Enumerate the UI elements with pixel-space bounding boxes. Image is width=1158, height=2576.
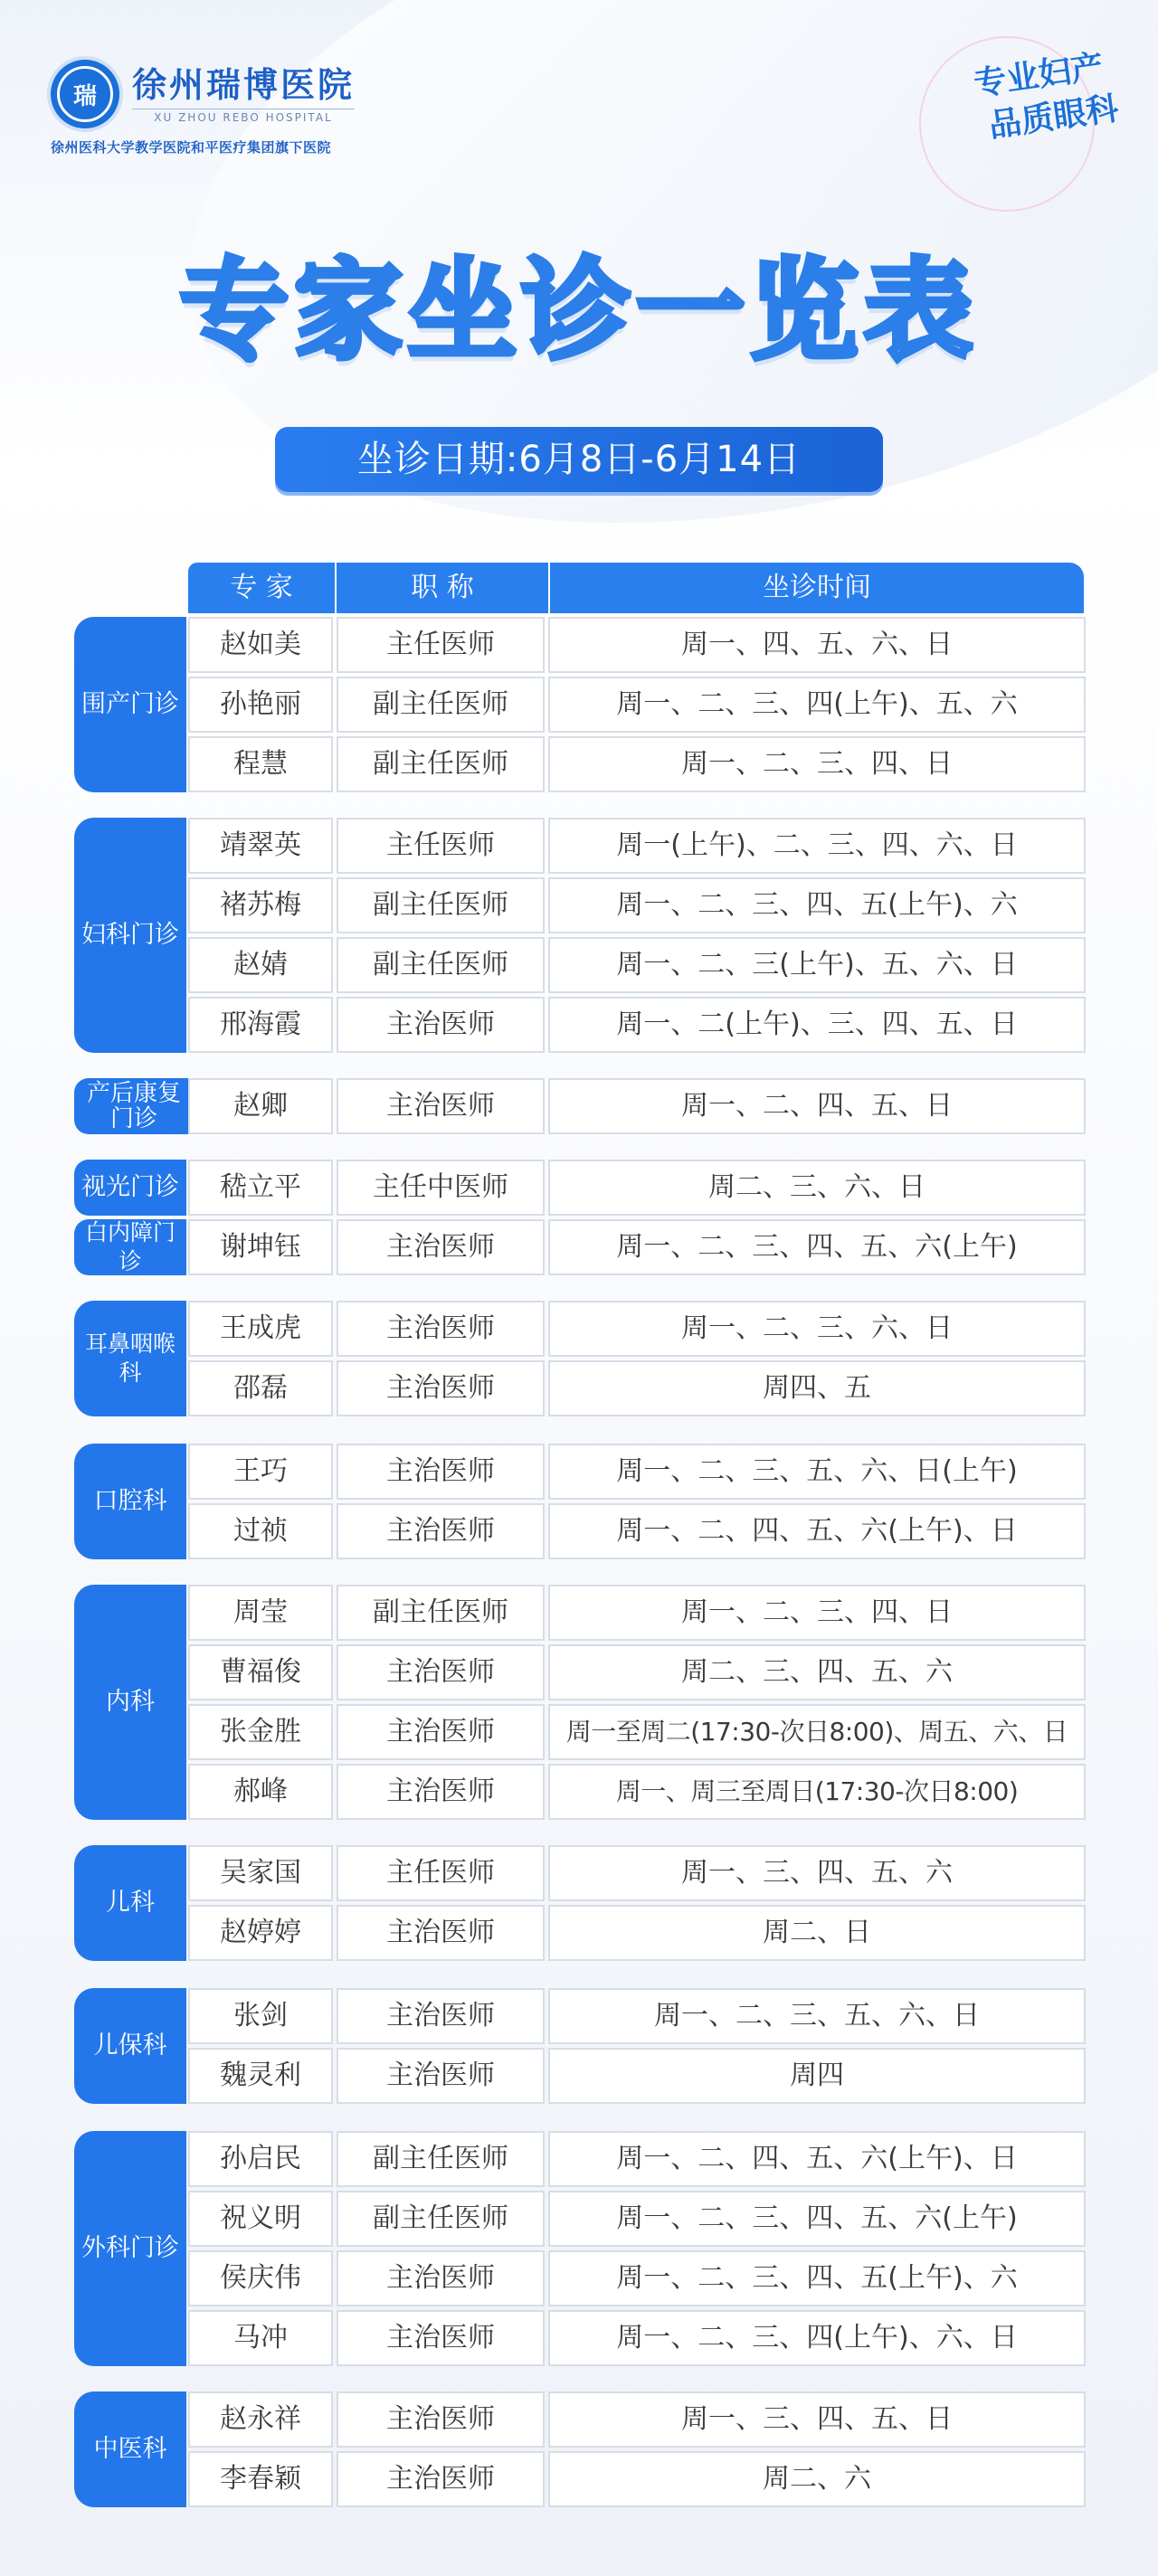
expert-name: 赵如美 [188, 617, 333, 673]
expert-title: 主治医师 [337, 2391, 545, 2448]
table-row [188, 877, 1086, 933]
table-row [188, 1988, 1086, 2044]
department-label: 外科门诊 [74, 2131, 186, 2366]
schedule-time: 周二、六 [548, 2451, 1086, 2507]
expert-name: 程慧 [188, 736, 333, 792]
expert-name: 邢海霞 [188, 997, 333, 1053]
expert-name: 谢坤钰 [188, 1219, 333, 1275]
expert-name: 王巧 [188, 1444, 333, 1500]
expert-name: 曹福俊 [188, 1644, 333, 1700]
table-row [188, 1585, 1086, 1641]
logo-mark: 瑞 [57, 66, 113, 122]
department-label: 耳鼻咽喉科 [74, 1301, 186, 1416]
department-group [74, 1078, 1086, 1134]
expert-name: 过祯 [188, 1503, 333, 1559]
expert-name: 赵卿 [188, 1078, 333, 1134]
department-group [74, 1219, 1086, 1275]
hospital-subtitle: 徐州医科大学教学医院和平医疗集团旗下医院 [51, 139, 332, 156]
department-group [74, 2391, 1086, 2507]
expert-name: 周莹 [188, 1585, 333, 1641]
table-row [188, 677, 1086, 733]
expert-name: 赵婷婷 [188, 1905, 333, 1961]
expert-name: 赵婧 [188, 937, 333, 993]
expert-title: 副主任医师 [337, 937, 545, 993]
table-row [188, 1078, 1086, 1134]
expert-title: 副主任医师 [337, 2191, 545, 2247]
expert-name: 嵇立平 [188, 1160, 333, 1216]
department-rows [188, 1301, 1086, 1416]
schedule-time: 周一、二、四、五、六(上午)、日 [548, 2131, 1086, 2187]
department-rows [188, 1160, 1086, 1216]
schedule-time: 周一、二、三、五、六、日 [548, 1988, 1086, 2044]
table-header [188, 563, 1084, 613]
expert-name: 马冲 [188, 2310, 333, 2366]
expert-name: 赵永祥 [188, 2391, 333, 2448]
table-row [188, 2391, 1086, 2448]
table-row [188, 1219, 1086, 1275]
expert-title: 主治医师 [337, 997, 545, 1053]
table-row [188, 1845, 1086, 1901]
expert-title: 主治医师 [337, 1988, 545, 2044]
department-rows [188, 617, 1086, 792]
schedule-time: 周一、二、三、四、五(上午)、六 [548, 877, 1086, 933]
department-rows [188, 2131, 1086, 2366]
expert-name: 靖翠英 [188, 818, 333, 874]
expert-title: 副主任医师 [337, 677, 545, 733]
expert-title: 主治医师 [337, 1078, 545, 1134]
table-row [188, 2310, 1086, 2366]
schedule-time: 周一、周三至周日(17:30-次日8:00) [548, 1764, 1086, 1820]
expert-name: 郝峰 [188, 1764, 333, 1820]
expert-title: 主治医师 [337, 1764, 545, 1820]
table-row [188, 1764, 1086, 1820]
department-label: 视光门诊 [74, 1160, 186, 1216]
date-range-badge: 坐诊日期:6月8日-6月14日 [275, 427, 883, 492]
expert-name: 邵磊 [188, 1360, 333, 1416]
schedule-time: 周一、二、三(上午)、五、六、日 [548, 937, 1086, 993]
department-label: 中医科 [74, 2391, 186, 2507]
department-group [74, 1845, 1086, 1961]
expert-title: 主治医师 [337, 1301, 545, 1357]
table-row [188, 2048, 1086, 2104]
department-label: 儿保科 [74, 1988, 186, 2104]
schedule-time: 周一、二、三、四(上午)、六、日 [548, 2310, 1086, 2366]
table-row [188, 2131, 1086, 2187]
hospital-header [51, 60, 355, 156]
table-row [188, 2451, 1086, 2507]
department-group [74, 1160, 1086, 1216]
table-row [188, 1644, 1086, 1700]
table-row [188, 818, 1086, 874]
expert-title: 主治医师 [337, 1704, 545, 1760]
table-row [188, 736, 1086, 792]
department-label: 白内障门诊 [74, 1219, 186, 1275]
expert-title: 副主任医师 [337, 736, 545, 792]
hospital-name: 徐州瑞博医院 [132, 64, 356, 105]
department-rows [188, 1988, 1086, 2104]
expert-title: 主任医师 [337, 1845, 545, 1901]
schedule-time: 周四 [548, 2048, 1086, 2104]
table-row [188, 937, 1086, 993]
expert-name: 王成虎 [188, 1301, 333, 1357]
schedule-time: 周一、二、三、四、日 [548, 1585, 1086, 1641]
schedule-time: 周一、三、四、五、日 [548, 2391, 1086, 2448]
expert-name: 孙启民 [188, 2131, 333, 2187]
schedule-time: 周一、二、三、六、日 [548, 1301, 1086, 1357]
schedule-time: 周一、二(上午)、三、四、五、日 [548, 997, 1086, 1053]
hospital-name-en: XU ZHOU REBO HOSPITAL [132, 109, 355, 124]
department-group [74, 1988, 1086, 2104]
header-expert: 专 家 [188, 563, 337, 613]
hospital-logo-icon [51, 60, 119, 128]
expert-title: 主治医师 [337, 1644, 545, 1700]
expert-title: 主治医师 [337, 1219, 545, 1275]
expert-title: 副主任医师 [337, 1585, 545, 1641]
schedule-time: 周二、三、四、五、六 [548, 1644, 1086, 1700]
expert-title: 主任中医师 [337, 1160, 545, 1216]
expert-title: 主治医师 [337, 1444, 545, 1500]
expert-name: 吴家国 [188, 1845, 333, 1901]
table-row [188, 617, 1086, 673]
department-rows [188, 1585, 1086, 1820]
schedule-time: 周一、三、四、五、六 [548, 1845, 1086, 1901]
expert-name: 侯庆伟 [188, 2250, 333, 2306]
table-row [188, 1301, 1086, 1357]
schedule-time: 周一、二、三、四、五、六(上午) [548, 1219, 1086, 1275]
logo-row [51, 60, 355, 128]
table-row [188, 1503, 1086, 1559]
department-label: 儿科 [74, 1845, 186, 1961]
expert-title: 主治医师 [337, 2048, 545, 2104]
schedule-time: 周四、五 [548, 1360, 1086, 1416]
table-row [188, 1444, 1086, 1500]
department-rows [188, 1444, 1086, 1559]
header-schedule: 坐诊时间 [550, 563, 1084, 613]
table-row [188, 1704, 1086, 1760]
expert-title: 主任医师 [337, 818, 545, 874]
schedule-time: 周一、二、三、四、日 [548, 736, 1086, 792]
expert-title: 主治医师 [337, 1360, 545, 1416]
expert-title: 主治医师 [337, 1503, 545, 1559]
expert-title: 主治医师 [337, 1905, 545, 1961]
expert-title: 主治医师 [337, 2451, 545, 2507]
department-rows [188, 1845, 1086, 1961]
expert-title: 主治医师 [337, 2310, 545, 2366]
department-rows [188, 1219, 1086, 1275]
schedule-time: 周一至周二(17:30-次日8:00)、周五、六、日 [548, 1704, 1086, 1760]
slogan-line-1: 专业妇产 [972, 48, 1106, 104]
department-group [74, 1585, 1086, 1820]
department-group [74, 2131, 1086, 2366]
department-group [74, 1444, 1086, 1559]
schedule-time: 周一、二、四、五、六(上午)、日 [548, 1503, 1086, 1559]
table-row [188, 1360, 1086, 1416]
department-group [74, 1301, 1086, 1416]
expert-name: 张剑 [188, 1988, 333, 2044]
schedule-time: 周一、二、三、五、六、日(上午) [548, 1444, 1086, 1500]
expert-title: 主任医师 [337, 617, 545, 673]
expert-name: 褚苏梅 [188, 877, 333, 933]
schedule-time: 周一、二、三、四(上午)、五、六 [548, 677, 1086, 733]
department-label: 内科 [74, 1585, 186, 1820]
department-label: 围产门诊 [74, 617, 186, 792]
schedule-time: 周一、二、三、四、五(上午)、六 [548, 2250, 1086, 2306]
department-group [74, 617, 1086, 792]
hospital-names [132, 65, 355, 124]
expert-title: 副主任医师 [337, 2131, 545, 2187]
department-rows [188, 818, 1086, 1053]
schedule-time: 周一、四、五、六、日 [548, 617, 1086, 673]
page-title: 专家坐诊一览表 [180, 249, 978, 374]
expert-name: 张金胜 [188, 1704, 333, 1760]
department-rows [188, 1078, 1086, 1134]
schedule-time: 周一(上午)、二、三、四、六、日 [548, 818, 1086, 874]
expert-name: 魏灵利 [188, 2048, 333, 2104]
expert-title: 副主任医师 [337, 877, 545, 933]
table-row [188, 1160, 1086, 1216]
department-label: 妇科门诊 [74, 818, 186, 1053]
expert-name: 孙艳丽 [188, 677, 333, 733]
schedule-time: 周一、二、四、五、日 [548, 1078, 1086, 1134]
expert-name: 李春颖 [188, 2451, 333, 2507]
expert-title: 主治医师 [337, 2250, 545, 2306]
table-row [188, 2250, 1086, 2306]
slogan-line-2: 品质眼科 [986, 90, 1121, 146]
department-label: 产后康复门诊 [74, 1078, 194, 1134]
expert-name: 祝义明 [188, 2191, 333, 2247]
table-row [188, 2191, 1086, 2247]
header-title: 职 称 [337, 563, 550, 613]
department-rows [188, 2391, 1086, 2507]
department-group [74, 818, 1086, 1053]
schedule-time: 周二、三、六、日 [548, 1160, 1086, 1216]
table-row [188, 1905, 1086, 1961]
schedule-time: 周二、日 [548, 1905, 1086, 1961]
schedule-time: 周一、二、三、四、五、六(上午) [548, 2191, 1086, 2247]
department-label: 口腔科 [74, 1444, 186, 1559]
table-row [188, 997, 1086, 1053]
